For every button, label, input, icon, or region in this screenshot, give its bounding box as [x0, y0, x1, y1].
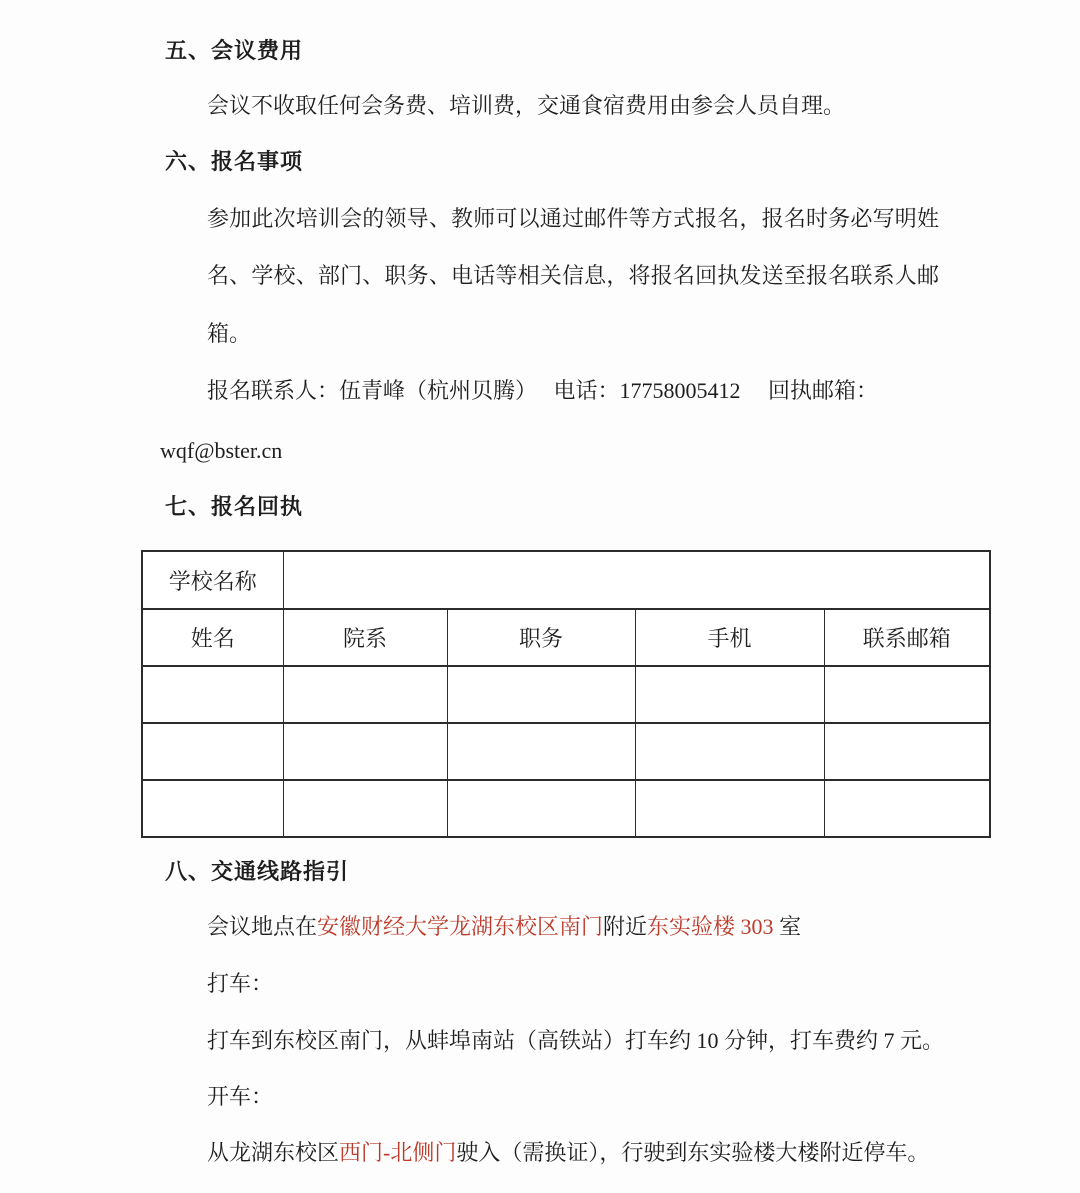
drive-directions: [207, 1138, 929, 1168]
section7-heading: 七、报名回执: [165, 494, 304, 519]
section6-paragraph-line3: 箱。: [207, 321, 252, 346]
empty-cell: [142, 666, 283, 723]
table-row: [142, 666, 990, 723]
section8-heading: 八、交通线路指引: [165, 859, 350, 884]
empty-cell: [635, 723, 824, 780]
column-header-name: 姓名: [142, 609, 283, 666]
empty-cell: [283, 666, 447, 723]
empty-cell: [447, 666, 635, 723]
column-header-mobile: 手机: [635, 609, 824, 666]
contact-email: wqf@bster.cn: [160, 438, 283, 463]
empty-cell: [824, 780, 990, 837]
table-row: [142, 780, 990, 837]
registration-contact-line: 报名联系人：伍青峰（杭州贝腾） 电话：17758005412 回执邮箱：: [207, 378, 879, 403]
location-building-red: 东实验楼 303: [647, 914, 774, 939]
taxi-label: 打车：: [207, 971, 274, 996]
table-header-row: [142, 609, 990, 666]
empty-cell: [142, 780, 283, 837]
column-header-email: 联系邮箱: [824, 609, 990, 666]
section5-paragraph: 会议不收取任何会务费、培训费，交通食宿费用由参会人员自理。: [207, 93, 846, 118]
meeting-location-line: [207, 912, 801, 942]
drive-gate-red: 西门-北侧门: [339, 1140, 457, 1165]
drive-suffix: 驶入（需换证），行驶到东实验楼大楼附近停车。: [456, 1140, 930, 1165]
section6-paragraph-line1: 参加此次培训会的领导、教师可以通过邮件等方式报名，报名时务必写明姓: [207, 206, 939, 231]
taxi-directions: 打车到东校区南门，从蚌埠南站（高铁站）打车约 10 分钟，打车费约 7 元。: [207, 1028, 945, 1053]
school-name-blank-cell: [283, 551, 990, 609]
section6-heading: 六、报名事项: [165, 149, 304, 174]
empty-cell: [283, 723, 447, 780]
location-campus-red: 安徽财经大学龙湖东校区南门: [317, 914, 604, 939]
table-row: [142, 723, 990, 780]
column-header-title: 职务: [447, 609, 635, 666]
empty-cell: [824, 723, 990, 780]
drive-prefix: 从龙湖东校区: [207, 1140, 340, 1165]
location-suffix: 室: [773, 914, 802, 939]
section6-paragraph-line2: 名、学校、部门、职务、电话等相关信息，将报名回执发送至报名联系人邮: [207, 263, 939, 288]
empty-cell: [283, 780, 447, 837]
empty-cell: [447, 723, 635, 780]
empty-cell: [635, 666, 824, 723]
empty-cell: [447, 780, 635, 837]
location-prefix: 会议地点在: [207, 914, 318, 939]
drive-label: 开车：: [207, 1084, 274, 1109]
school-name-label: 学校名称: [142, 551, 283, 609]
location-mid: 附近: [603, 914, 648, 939]
registration-receipt-table: [141, 550, 991, 838]
empty-cell: [635, 780, 824, 837]
column-header-department: 院系: [283, 609, 447, 666]
empty-cell: [142, 723, 283, 780]
table-row-school: [142, 551, 990, 609]
section5-heading: 五、会议费用: [165, 38, 304, 63]
empty-cell: [824, 666, 990, 723]
